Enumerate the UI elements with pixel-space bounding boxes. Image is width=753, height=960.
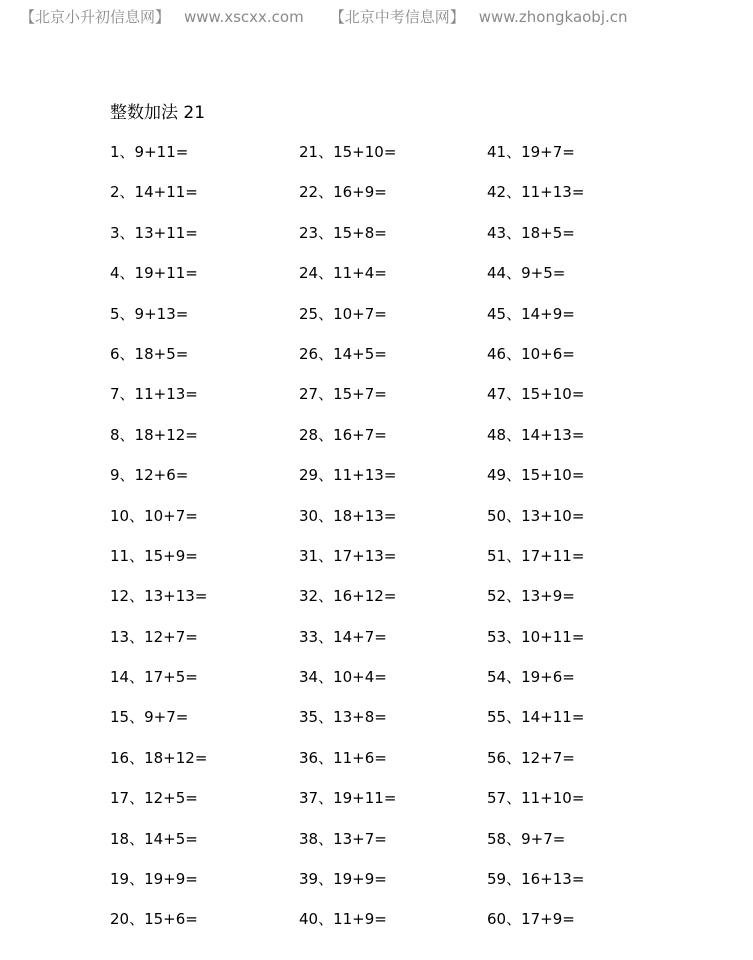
problem-item: 29、11+13= [299, 466, 397, 485]
problem-item: 59、16+13= [487, 870, 585, 889]
problem-item: 35、13+8= [299, 708, 387, 727]
problem-item: 1、9+11= [110, 143, 189, 161]
problem-item: 11、15+9= [110, 546, 198, 565]
problem-item: 41、19+7= [487, 143, 575, 161]
problem-item: 34、10+4= [299, 668, 387, 687]
problem-item: 55、14+11= [487, 708, 585, 727]
problem-item: 15、9+7= [110, 708, 189, 727]
problem-item: 25、10+7= [299, 304, 387, 323]
header-site2-name: 【北京中考信息网】 [329, 8, 465, 26]
problem-item: 30、18+13= [299, 506, 397, 525]
problem-grid [110, 140, 710, 940]
problem-item: 36、11+6= [299, 748, 387, 767]
problem-item: 21、15+10= [299, 143, 397, 161]
problem-column-2 [299, 140, 489, 948]
problem-item: 40、11+9= [299, 910, 387, 929]
problem-item: 56、12+7= [487, 748, 575, 767]
problem-item: 8、18+12= [110, 425, 198, 444]
problem-item: 19、19+9= [110, 870, 198, 889]
problem-item: 9、12+6= [110, 466, 189, 485]
problem-item: 47、15+10= [487, 385, 585, 404]
header-site1-url[interactable]: www.xscxx.com [184, 8, 304, 26]
problem-item: 18、14+5= [110, 829, 198, 848]
problem-item: 22、16+9= [299, 183, 387, 202]
problem-item: 3、13+11= [110, 223, 198, 242]
problem-item: 28、16+7= [299, 425, 387, 444]
problem-item: 38、13+7= [299, 829, 387, 848]
problem-item: 46、10+6= [487, 344, 575, 363]
problem-item: 54、19+6= [487, 668, 575, 687]
problem-item: 33、14+7= [299, 627, 387, 646]
problem-item: 5、9+13= [110, 304, 189, 323]
page-header [20, 6, 628, 27]
problem-item: 2、14+11= [110, 183, 198, 202]
worksheet-title: 整数加法 21 [110, 103, 206, 123]
problem-item: 50、13+10= [487, 506, 585, 525]
problem-item: 58、9+7= [487, 829, 566, 848]
problem-item: 20、15+6= [110, 910, 198, 929]
header-site1-name: 【北京小升初信息网】 [20, 8, 171, 26]
problem-item: 17、12+5= [110, 789, 198, 808]
problem-item: 44、9+5= [487, 264, 566, 283]
problem-item: 42、11+13= [487, 183, 585, 202]
problem-column-1 [110, 140, 300, 948]
problem-item: 43、18+5= [487, 223, 575, 242]
problem-item: 4、19+11= [110, 264, 198, 283]
problem-column-3 [487, 140, 677, 948]
problem-item: 16、18+12= [110, 748, 208, 767]
problem-item: 7、11+13= [110, 385, 198, 404]
problem-item: 6、18+5= [110, 344, 189, 363]
problem-item: 60、17+9= [487, 910, 575, 929]
problem-item: 39、19+9= [299, 870, 387, 889]
problem-item: 14、17+5= [110, 668, 198, 687]
problem-item: 37、19+11= [299, 789, 397, 808]
problem-item: 10、10+7= [110, 506, 198, 525]
problem-item: 48、14+13= [487, 425, 585, 444]
problem-item: 51、17+11= [487, 546, 585, 565]
problem-item: 24、11+4= [299, 264, 387, 283]
problem-item: 57、11+10= [487, 789, 585, 808]
problem-item: 45、14+9= [487, 304, 575, 323]
problem-item: 26、14+5= [299, 344, 387, 363]
problem-item: 31、17+13= [299, 546, 397, 565]
problem-item: 53、10+11= [487, 627, 585, 646]
problem-item: 12、13+13= [110, 587, 208, 606]
problem-item: 23、15+8= [299, 223, 387, 242]
problem-item: 52、13+9= [487, 587, 575, 606]
header-site2-url[interactable]: www.zhongkaobj.cn [478, 8, 628, 26]
problem-item: 27、15+7= [299, 385, 387, 404]
problem-item: 32、16+12= [299, 587, 397, 606]
problem-item: 49、15+10= [487, 466, 585, 485]
problem-item: 13、12+7= [110, 627, 198, 646]
